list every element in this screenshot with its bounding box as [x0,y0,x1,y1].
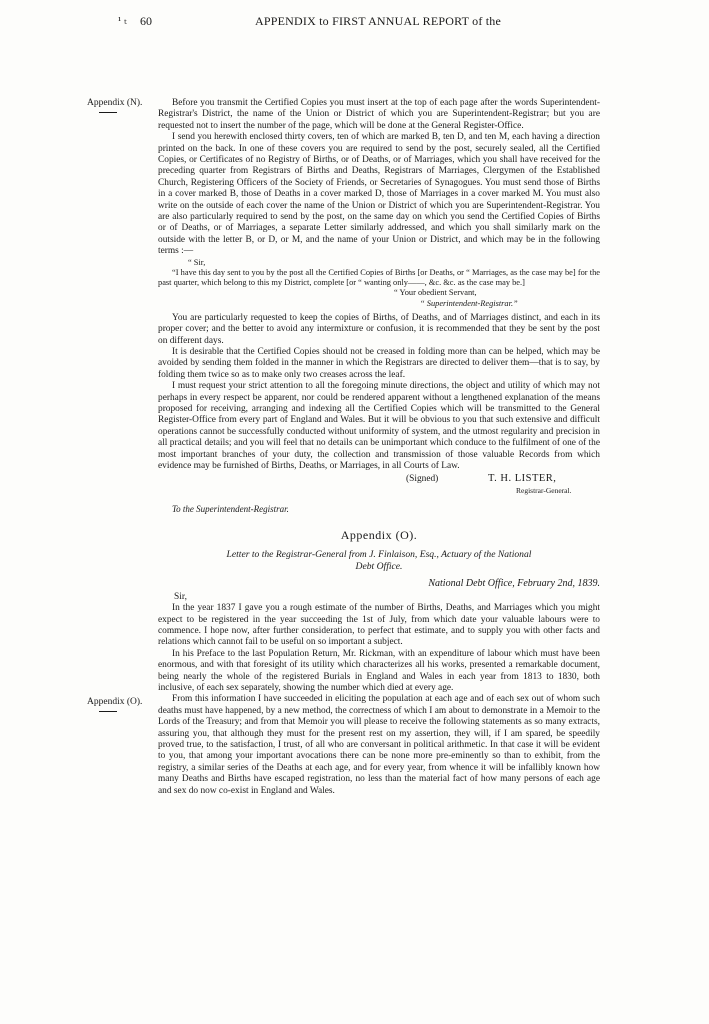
letter-signature: “ Superintendent-Registrar.” [420,298,518,308]
main-text-column [158,98,600,797]
margin-note-o-text: Appendix (O). [87,697,143,707]
paragraph: I send you herewith enclosed thirty covers, ten of which are marked B, ten D, and ten M, each having a direction printed on the back. In one of these covers you are required to send by the post, securely sealed, all the Certified Copies, or Certificates of no Registry of Births, or of Deaths, or of Marriages, which you shall have received for the preceding quarter from Registrars of Births and Deaths, Registrars of Marriages, Clergymen of the Established Church, Registering Officers of the Society of Friends, or Secretaries of Synagogues. You must send those of Births in a cover marked B, those of Deaths in a cover marked D, those of Marriages in a cover marked M. You must also write on the outside of each cover the name of the Union or District of which you are Superintendent-Registrar. You are also particularly required to send by the post, on the same day on which you send the Certified Copies of Births or of Deaths, or of Marriages, a separate Letter similarly addressed, and which you shall similarly mark on the outside with the letter B, or D, or M, and the name of your Union or District, and which may be in the following terms :— [158,132,600,257]
page-mark: ¹ ₜ [118,15,127,27]
template-letter [158,258,600,309]
signed-label: (Signed) [406,474,439,485]
paragraph: You are particularly requested to keep the copies of Births, of Deaths, and of Marriages distinct, and each in its proper cover; and the better to avoid any intermixture or confusion, it is recommended that they be sent by the post on different days. [158,312,600,346]
signer-name: T. H. LISTER, [488,473,557,485]
margin-dash [99,711,117,712]
margin-note-n-text: Appendix (N). [87,98,143,108]
paragraph: It is desirable that the Certified Copies should not be creased in folding more than can be helped, which may be avoided by sending them folded in the manner in which the Registrars are directed to deliver them—that is to say, by folding them twice so as to make only two creases across the leaf. [158,346,600,380]
signature-block [158,474,600,504]
paragraph: Before you transmit the Certified Copies you must insert at the top of each page after the words Superintendent-Registrar's District, the name of the Union or District of which you are Superintendent-Registrar; but you are requested not to insert the number of the page, which will be done at the General Register-Office. [158,98,600,131]
margin-note-appendix-n [87,98,147,113]
paragraph: I must request your strict attention to all the foregoing minute directions, the object and utility of which may not perhaps in every respect be apparent, nor could be rendered apparent without a lengthened explanation of the means proposed for receiving, arranging and indexing all the Certified Copies which will be transmitted to the General Register-Office from every part of England and Wales. But it will be obvious to you that such extensive and difficult operations cannot be successfully conducted without uniformity of system, and the utmost regularity and precision in all practical details; and you will feel that no details can be unimportant which conduce to the fulfilment of one of the most important branches of your duty, the collection and transmission of those valuable Records from which evidence may be furnished of Births, Deaths, or Marriages, in all Courts of Law. [158,381,600,471]
letter-salutation: “ Sir, [188,257,206,267]
paragraph: In the year 1837 I gave you a rough estimate of the number of Births, Deaths, and Marriages which you might expect to be registered in the year succeeding the 1st of July, from which date your valuable labours were to commence. I hope now, after further consideration, to perfect that estimate, and to supply you with other facts and relations which cannot fail to be useful on so important a subject. [158,603,600,648]
paragraph: In his Preface to the last Population Return, Mr. Rickman, with an expenditure of labour which must have been enormous, and with that foresight of its utility which characterizes all his works, presented a remarkable document, being nearly the whole of the registered Burials in England and Wales in each year from 1813 to 1830, both inclusive, of each sex separately, showing the number which died at every age. [158,648,600,694]
appendix-o-subheading: Letter to the Registrar-General from J. Finlaison, Esq., Actuary of the National [226,549,532,561]
addressee-line: To the Superintendent-Registrar. [172,504,289,515]
margin-note-appendix-o [87,697,147,712]
running-header [0,12,709,32]
letter-body: “I have this day sent to you by the post all the Certified Copies of Births [or Deaths, or “ Marriages, as the case may be] for the past quarter, which belong to this my District, complete [or “ wanting only——, &c. &c. as the case may be.] [158,267,600,288]
appendix-o-subheading-cont: Debt Office. [355,560,403,572]
margin-dash [99,112,117,113]
signer-title: Registrar-General. [516,486,572,496]
appendix-o-heading: Appendix (O). [340,527,418,542]
page-number: 60 [140,14,152,28]
letter-closing: “ Your obedient Servant, [394,288,477,298]
letter-dateline: National Debt Office, February 2nd, 1839. [428,578,600,590]
paragraph: From this information I have succeeded in eliciting the population at each age and of each sex out of whom such deaths must have happened, by a new method, the correctness of which I am about to demonstrate in a Memoir to the Lords of the Treasury; and from that Memoir you will please to receive the following statements as so many extracts, assuring you, that although they must for the present rest on my assertion, they will, if I am spared, be speedily proved true, to the satisfaction, I trust, of all who are conversant in political arithmetic. In that case it will be evident to you, that among your important avocations there can be none more pre-eminently so than to exhibit, from the registry, a similar series of the Deaths at each age, and for every year, from whence it will be infallibly known how many Deaths and Births have escaped registration, no less than the material fact of how many persons of each age and sex do now co-exist in England and Wales. [158,694,600,796]
letter-salutation-o: Sir, [174,591,187,602]
running-title: APPENDIX to FIRST ANNUAL REPORT of the [255,14,502,28]
